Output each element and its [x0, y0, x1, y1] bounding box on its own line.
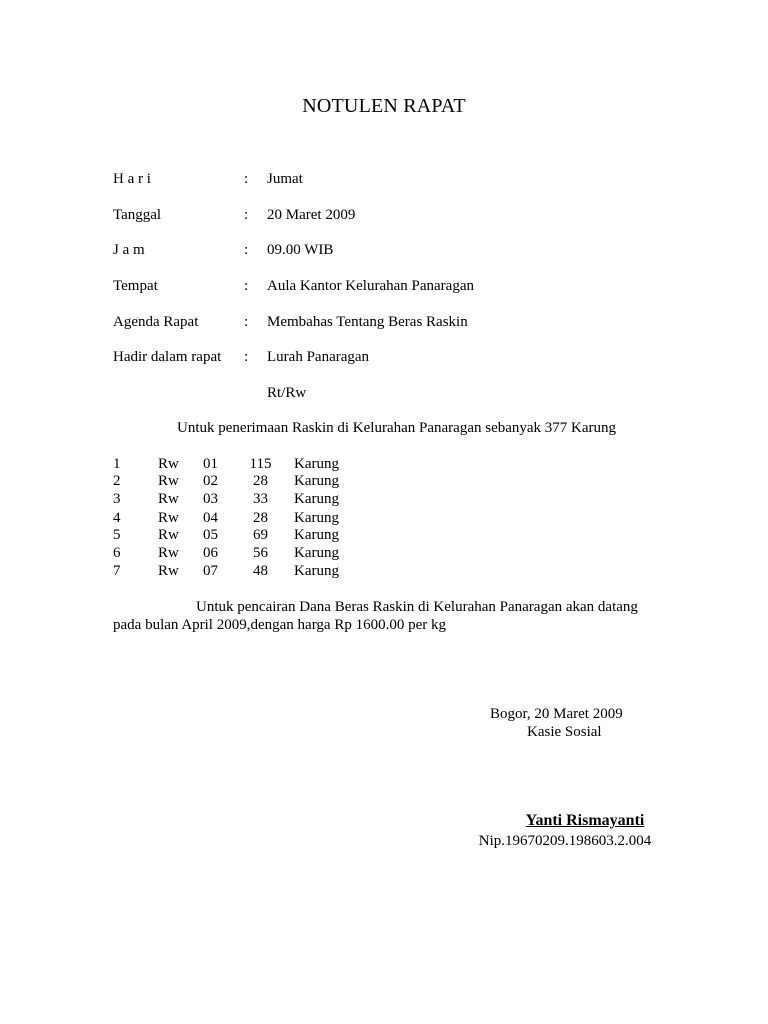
info-row-time [113, 241, 673, 259]
item-rw-number: 07 [203, 563, 218, 579]
item-rw-number: 05 [203, 527, 218, 543]
intro-text: Untuk penerimaan Raskin di Kelurahan Panaragan sebanyak 377 Karung [177, 420, 617, 436]
item-rw-number: 01 [203, 456, 218, 472]
info-label: Agenda Rapat [113, 314, 199, 330]
info-label: J a m [113, 242, 145, 258]
item-quantity: 56 [253, 545, 268, 561]
info-label: H a r i [113, 171, 151, 187]
info-row-date [113, 206, 673, 224]
list-item [113, 544, 413, 562]
info-value: Membahas Tentang Beras Raskin [267, 314, 468, 330]
item-number: 1 [113, 456, 121, 472]
list-item [113, 490, 413, 508]
item-unit: Karung [294, 491, 339, 507]
info-colon: : [244, 171, 249, 187]
item-number: 4 [113, 510, 121, 526]
item-rw-number: 03 [203, 491, 218, 507]
item-quantity: 33 [253, 491, 268, 507]
list-item [113, 526, 413, 544]
item-rw-number: 02 [203, 473, 218, 489]
item-quantity: 28 [253, 473, 268, 489]
info-value: Aula Kantor Kelurahan Panaragan [267, 278, 474, 294]
document-title: NOTULEN RAPAT [302, 95, 466, 117]
info-row-day [113, 170, 673, 188]
info-label: Tempat [113, 278, 158, 294]
info-colon: : [244, 314, 249, 330]
info-colon: : [244, 349, 249, 365]
closing-text-1: Untuk pencairan Dana Beras Raskin di Kelurahan Panaragan akan datang [196, 599, 638, 615]
signature-name: Yanti Rismayanti [525, 812, 645, 829]
info-row-agenda [113, 313, 673, 331]
signature-place-date: Bogor, 20 Maret 2009 [490, 706, 623, 722]
item-rw-label: Rw [158, 563, 179, 579]
item-quantity: 69 [253, 527, 268, 543]
item-number: 7 [113, 563, 121, 579]
item-rw-number: 04 [203, 510, 218, 526]
item-rw-label: Rw [158, 456, 179, 472]
info-value: Lurah Panaragan [267, 349, 370, 365]
info-value: 09.00 WIB [267, 242, 334, 258]
item-number: 6 [113, 545, 121, 561]
item-unit: Karung [294, 563, 339, 579]
attendees-extra: Rt/Rw [267, 385, 307, 401]
item-rw-label: Rw [158, 491, 179, 507]
closing-line-2: pada bulan April 2009,dengan harga Rp 1600.00 per kg [113, 617, 446, 633]
item-unit: Karung [294, 527, 339, 543]
item-unit: Karung [294, 473, 339, 489]
item-number: 2 [113, 473, 121, 489]
info-colon: : [244, 207, 249, 223]
list-item [113, 509, 413, 527]
item-unit: Karung [294, 545, 339, 561]
item-rw-label: Rw [158, 527, 179, 543]
info-label: Hadir dalam rapat [113, 349, 222, 365]
info-row-attendees [113, 348, 673, 366]
item-number: 5 [113, 527, 121, 543]
item-unit: Karung [294, 510, 339, 526]
item-rw-number: 06 [203, 545, 218, 561]
item-number: 3 [113, 491, 121, 507]
info-colon: : [244, 278, 249, 294]
info-row-place [113, 277, 673, 295]
info-label: Tanggal [113, 207, 162, 223]
item-rw-label: Rw [158, 510, 179, 526]
signature-role: Kasie Sosial [527, 724, 602, 740]
item-quantity: 115 [249, 456, 272, 472]
item-quantity: 48 [253, 563, 268, 579]
item-rw-label: Rw [158, 473, 179, 489]
item-unit: Karung [294, 456, 339, 472]
info-value: Jumat [267, 171, 303, 187]
signature-nip: Nip.19670209.198603.2.004 [478, 833, 652, 849]
info-colon: : [244, 242, 249, 258]
info-value: 20 Maret 2009 [267, 207, 356, 223]
list-item [113, 472, 413, 490]
list-item [113, 455, 413, 473]
closing-line-1 [113, 598, 653, 616]
closing-paragraph [113, 598, 653, 634]
item-quantity: 28 [253, 510, 268, 526]
item-rw-label: Rw [158, 545, 179, 561]
list-item [113, 562, 413, 580]
